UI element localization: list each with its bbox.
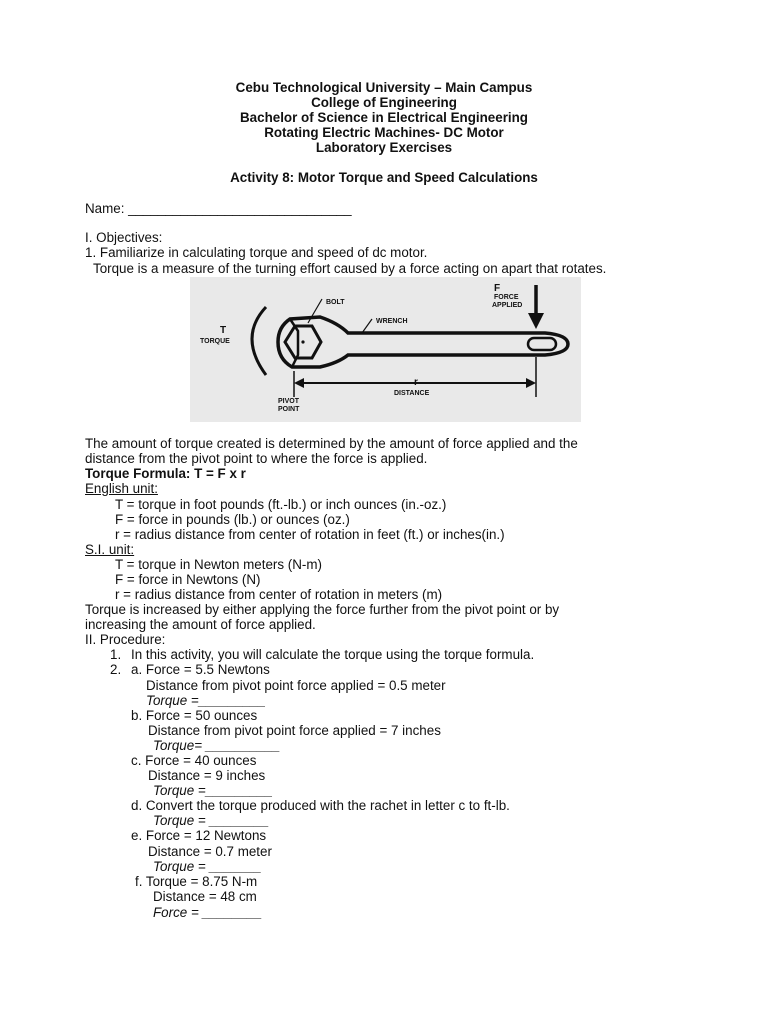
english-torque-def: T = torque in foot pounds (ft.-lb.) or inch ounces (in.-oz.) [115,497,447,512]
item-e-distance: Distance = 0.7 meter [148,844,272,859]
wrench-label: WRENCH [376,318,408,325]
item-c-torque-blank: Torque =_________ [153,783,273,798]
increase-line-2: increasing the amount of force applied. [85,617,316,632]
english-unit-heading: English unit: [85,481,158,496]
college-name: College of Engineering [311,95,457,110]
english-radius-def: r = radius distance from center of rotation in feet (ft.) or inches(in.) [115,527,505,542]
step-1-text: In this activity, you will calculate the torque using the torque formula. [131,647,535,662]
torque-label: TORQUE [200,338,230,345]
pivot-label: PIVOT [278,398,300,405]
torque-definition: Torque is a measure of the turning effort caused by a force acting on apart that rotates. [93,261,607,276]
item-e-force: e. Force = 12 Newtons [131,828,267,843]
university-name: Cebu Technological University – Main Campus [235,80,533,95]
item-b-torque-blank: Torque= __________ [153,738,281,753]
course-name: Rotating Electric Machines- DC Motor [264,125,504,140]
torque-formula: Torque Formula: T = F x r [85,466,246,481]
point-label: POINT [278,406,300,413]
document-type: Laboratory Exercises [315,140,453,155]
bolt-label: BOLT [326,299,345,306]
item-c-force: c. Force = 40 ounces [131,753,257,768]
step-2-number: 2. [110,662,122,677]
item-e-torque-blank: Torque = _______ [153,859,262,874]
item-a-torque-blank: Torque =_________ [146,693,266,708]
item-f-torque: f. Torque = 8.75 N-m [135,874,258,889]
item-d-convert: d. Convert the torque produced with the rachet in letter c to ft-lb. [131,798,510,813]
si-torque-def: T = torque in Newton meters (N-m) [115,557,322,572]
si-radius-def: r = radius distance from center of rotation in meters (m) [115,587,443,602]
item-b-distance: Distance from pivot point force applied = 7 inches [148,723,441,738]
increase-line-1: Torque is increased by either applying the force further from the pivot point or by [85,602,560,617]
item-d-torque-blank: Torque = ________ [153,813,270,828]
name-field: Name: ______________________________ [85,201,352,216]
procedure-heading: II. Procedure: [85,632,166,647]
objectives-heading: I. Objectives: [85,230,163,245]
item-a-force: a. Force = 5.5 Newtons [131,662,270,677]
explanation-line-1: The amount of torque created is determined by the amount of force applied and the [85,436,578,451]
item-f-force-blank: Force = ________ [153,905,263,920]
torque-t-label: T [220,325,227,336]
activity-title: Activity 8: Motor Torque and Speed Calculations [230,170,538,185]
force-label: FORCE [494,294,519,301]
item-c-distance: Distance = 9 inches [148,768,266,783]
applied-label: APPLIED [492,302,523,309]
objective-item-1: 1. Familiarize in calculating torque and speed of dc motor. [85,245,428,260]
si-unit-heading: S.I. unit: [85,542,135,557]
torque-wrench-diagram [190,277,581,422]
distance-r-label: r [414,377,418,388]
english-force-def: F = force in pounds (lb.) or ounces (oz.) [115,512,350,527]
explanation-line-2: distance from the pivot point to where the force is applied. [85,451,428,466]
item-f-distance: Distance = 48 cm [153,889,257,904]
program-name: Bachelor of Science in Electrical Engineering [240,110,528,125]
distance-label: DISTANCE [394,390,430,397]
step-1-number: 1. [110,647,122,662]
si-force-def: F = force in Newtons (N) [115,572,261,587]
force-f-label: F [494,283,501,294]
item-b-force: b. Force = 50 ounces [131,708,258,723]
item-a-distance: Distance from pivot point force applied = 0.5 meter [146,678,446,693]
